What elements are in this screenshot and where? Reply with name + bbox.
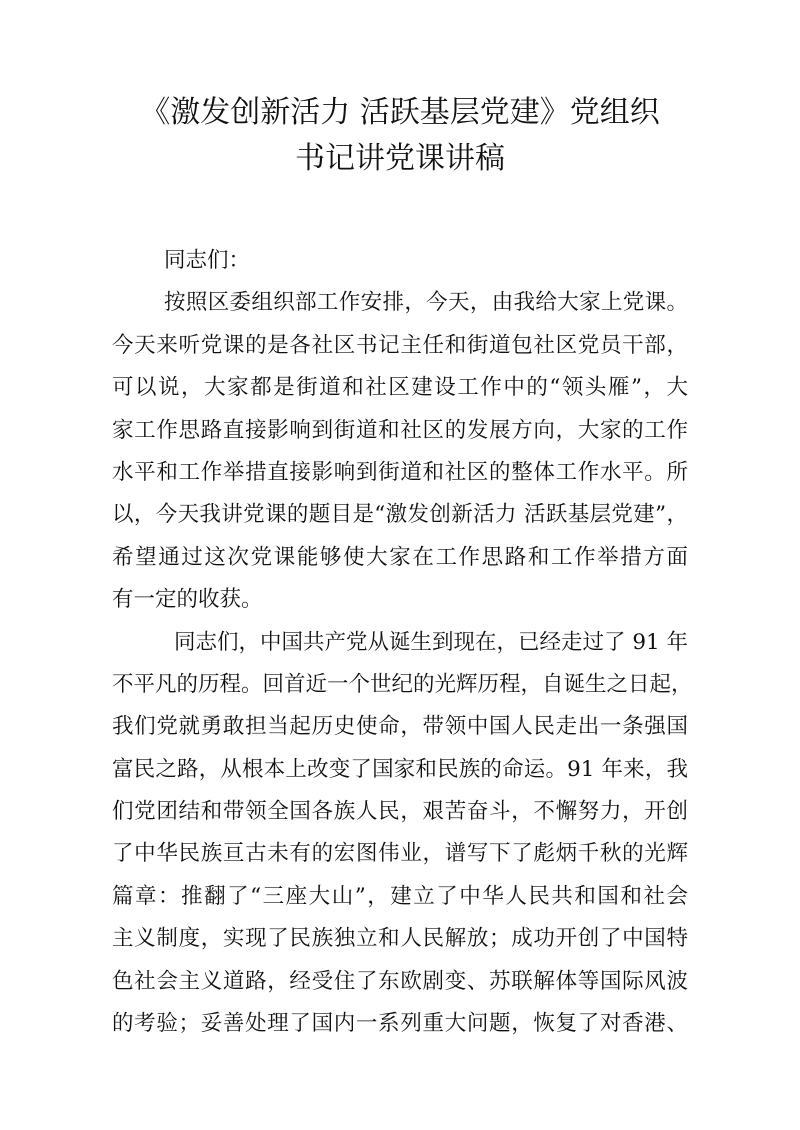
paragraph-line: 按照区委组织部工作安排，今天，由我给大家上党课。 [164,290,688,316]
paragraph-line: 我们党就勇敢担当起历史使命，带领中国人民走出一条强国 [112,714,688,740]
paragraph-1 [112,282,688,621]
paragraph-line: 篇章：推翻了“三座大山”，建立了中华人民共和国和社会 [112,883,688,909]
paragraph-line: 今天来听党课的是各社区书记主任和街道包社区党员干部， [112,332,688,358]
title-line-2: 书记讲党课讲稿 [295,141,505,176]
paragraph-line: 希望通过这次党课能够使大家在工作思路和工作举措方面 [112,544,688,570]
paragraph-line: 家工作思路直接影响到街道和社区的发展方向，大家的工作 [112,417,688,443]
document-title [100,90,700,182]
paragraph-line: 的考验；妥善处理了国内一系列重大问题，恢复了对香港、 [112,1011,688,1037]
paragraph-line: 色社会主义道路，经受住了东欧剧变、苏联解体等国际风波 [112,968,688,994]
paragraph-line: 富民之路，从根本上改变了国家和民族的命运。91 年来，我 [112,756,688,782]
title-line-1: 《激发创新活力 活跃基层党建》党组织 [140,95,660,130]
paragraph-line: 了中华民族亘古未有的宏图伟业，谱写下了彪炳千秋的光辉 [112,841,688,867]
paragraph-line: 主义制度，实现了民族独立和人民解放；成功开创了中国特 [112,926,688,952]
document-body [112,240,693,1045]
paragraph-line: 不平凡的历程。回首近一个世纪的光辉历程，自诞生之日起， [112,671,693,697]
paragraph-line: 有一定的收获。 [112,587,263,613]
paragraph-line: 可以说，大家都是街道和社区建设工作中的“领头雁”，大 [112,375,688,401]
paragraph-line: 们党团结和带领全国各族人民，艰苦奋斗，不懈努力，开创 [112,799,688,825]
paragraph-line: 水平和工作举措直接影响到街道和社区的整体工作水平。所 [112,459,688,485]
paragraph-line: 同志们，中国共产党从诞生到现在，已经走过了 91 年 [174,629,689,655]
paragraph-line: 以，今天我讲党课的题目是“激发创新活力 活跃基层党建”， [112,502,688,528]
paragraph-2 [112,622,693,1046]
salutation: 同志们： [164,248,251,273]
